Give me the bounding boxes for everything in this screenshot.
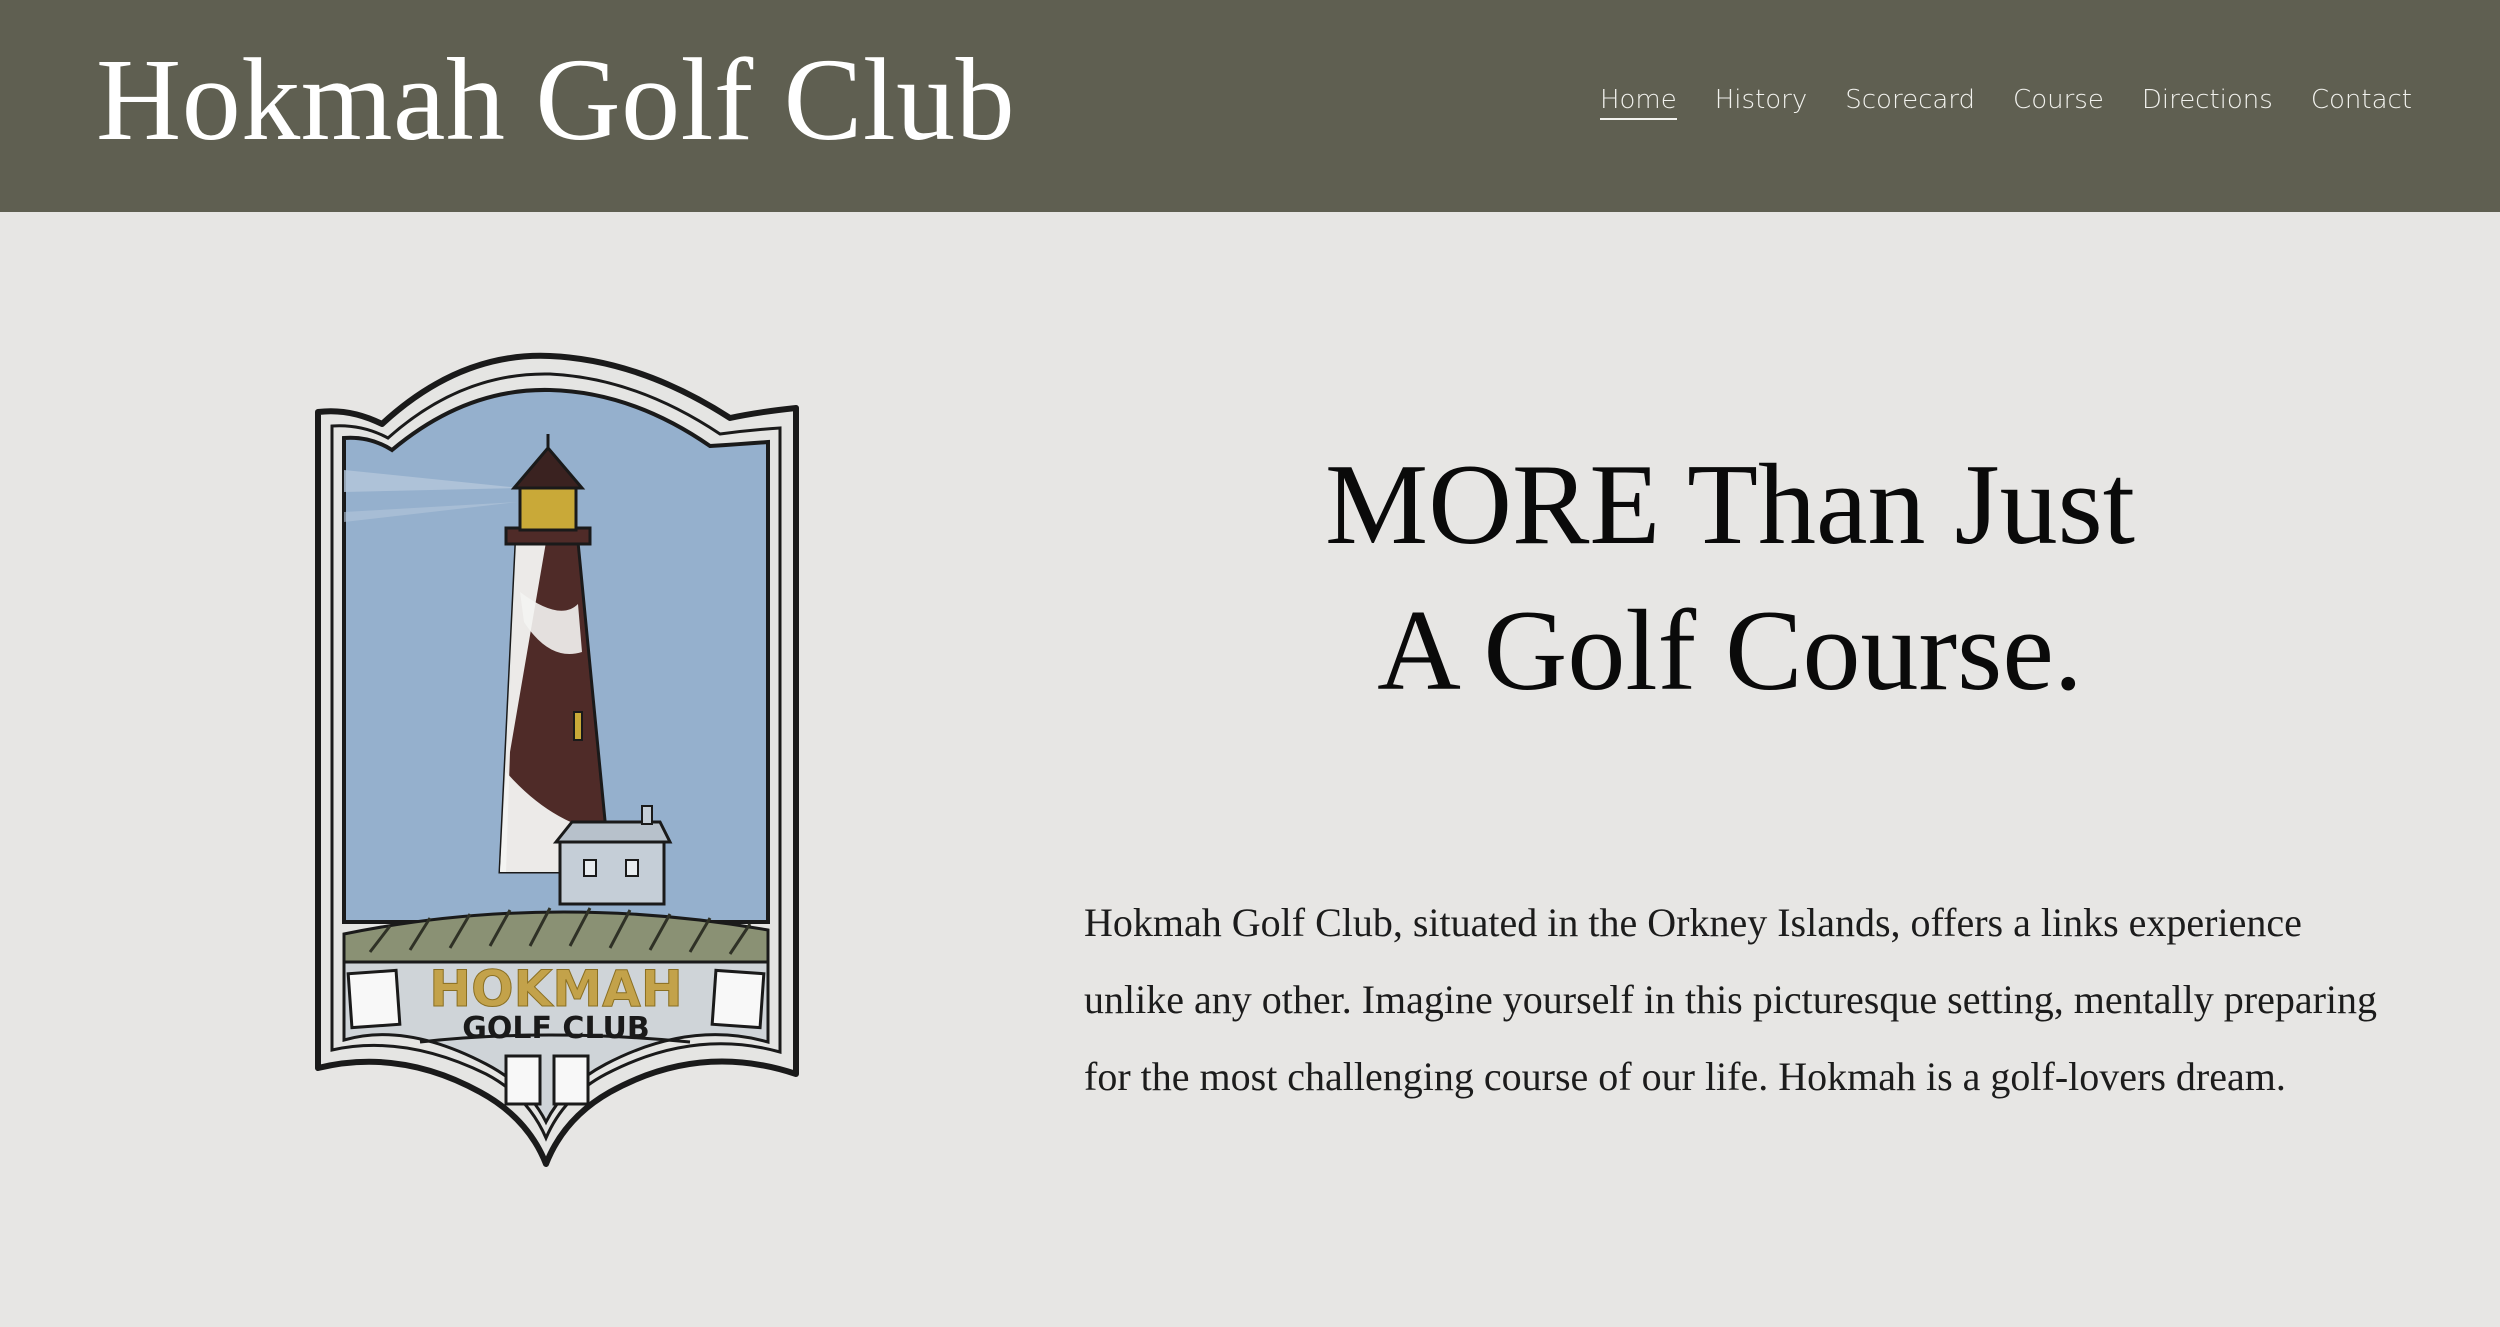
- site-title[interactable]: Hokmah Golf Club: [96, 34, 1016, 165]
- nav-link-home[interactable]: Home: [1600, 82, 1677, 120]
- nav-link-scorecard[interactable]: Scorecard: [1845, 85, 1976, 115]
- lighthouse-crest-icon: [310, 352, 804, 1172]
- hero-intro-text: Hokmah Golf Club, situated in the Orkney Islands, offers a links experience unlike any other. Imagine yourself in this picturesque setting, mentally preparing for the most challenging course of our life. Hokmah is a golf-lovers dream.: [1084, 900, 2378, 1099]
- nav-link-contact[interactable]: Contact: [2310, 85, 2412, 115]
- hero-headline: [1080, 432, 2380, 724]
- logo-text-golf-club: GOLF CLUB: [462, 1011, 650, 1046]
- hero-headline-line2: A Golf Course.: [1377, 587, 2083, 715]
- nav-link-course[interactable]: Course: [2013, 85, 2104, 115]
- nav-link-directions[interactable]: Directions: [2141, 85, 2273, 115]
- logo-text-hokmah: HOKMAH: [429, 960, 683, 1018]
- nav-link-history[interactable]: History: [1714, 85, 1808, 115]
- hero-headline-line1: MORE Than Just: [1325, 441, 2135, 569]
- main-nav: [1600, 82, 2412, 120]
- site-header: [0, 0, 2500, 212]
